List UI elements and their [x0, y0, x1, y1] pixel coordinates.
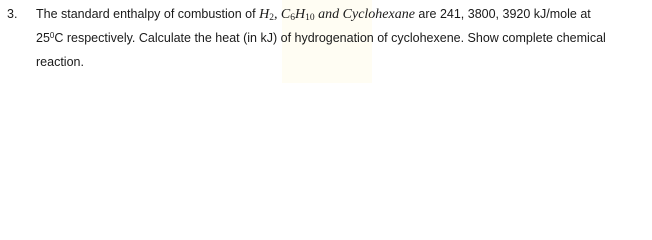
question-text: [36, 2, 646, 74]
question-line-1: [36, 2, 646, 26]
question-number: 3.: [7, 7, 18, 21]
c6h10-c-subscript: 6: [290, 13, 296, 23]
and-word: and: [314, 7, 343, 22]
cyclohexane-word: Cyclohexane: [342, 7, 415, 22]
question-line-3: reaction.: [36, 55, 84, 69]
formula-comma: ,: [273, 7, 278, 22]
h2-subscript: 2: [269, 13, 274, 23]
formula-c6h10: [281, 7, 315, 22]
h2-base: H: [259, 7, 270, 22]
line1-suffix: are 241, 3800, 3920 kJ/mole at: [414, 7, 591, 21]
question-line-2: [36, 26, 646, 50]
c6h10-c: C: [280, 7, 291, 22]
c6h10-h-subscript: 10: [305, 13, 315, 23]
c6h10-h: H: [295, 7, 306, 22]
line2-rest: C respectively. Calculate the heat (in kJ) of hydrogenation of cyclohexene. Show complete chemical: [54, 31, 606, 45]
formula-h2: [259, 7, 274, 22]
temperature-number: 25: [36, 31, 50, 45]
degree-superscript: 0: [49, 31, 55, 40]
line1-prefix: The standard enthalpy of combustion of: [36, 7, 260, 21]
